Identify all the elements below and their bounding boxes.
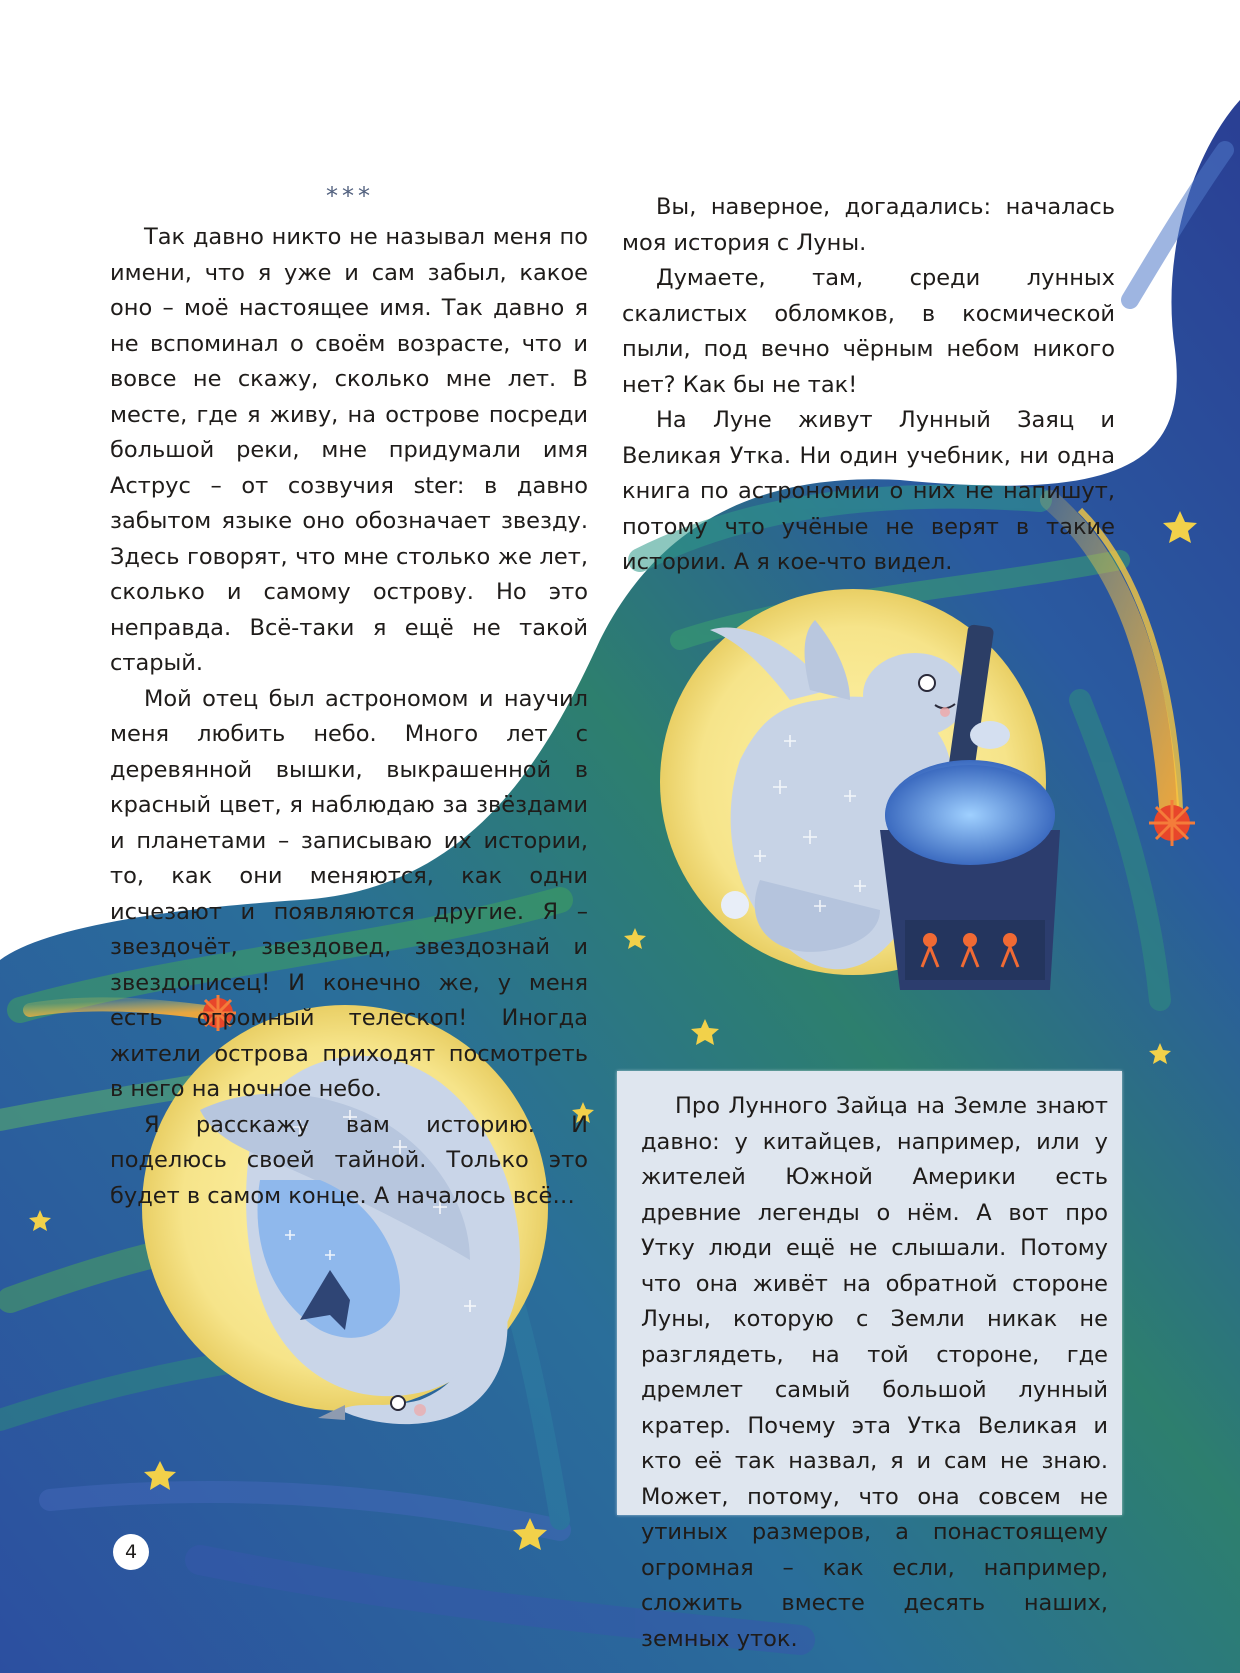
- paragraph: На Луне живут Лунный Заяц и Великая Утка. Ни один учебник, ни одна книга по астрономии о них не напишут, потому что учёные не верят в такие истории. А я кое-что видел.: [622, 407, 1115, 575]
- info-box-text: [641, 1089, 1108, 1657]
- paragraph: Так давно никто не называл меня по имени, что я уже и сам забыл, какое оно – моё настоящее имя. Так давно я не вспоминал о своём возрасте, что и вовсе не скажу, сколько мне лет. В месте, где я живу, на острове посреди большой реки, мне придумали имя Аструс – от созвучия ster: в давно забытом языке оно обозначает звезду. Здесь говорят, что мне столько же лет, сколько и самому острову. Но это неправда. Всё-таки я ещё не такой старый.: [110, 224, 588, 676]
- paragraph: Я расскажу вам историю. И поделюсь своей тайной. Только это будет в самом конце. А началось всё…: [110, 1111, 588, 1209]
- paragraph: Про Лунного Зайца на Земле знают давно: у китайцев, например, или у жителей Южной Америки есть древние легенды о нём. А вот про Утку люди ещё не слышали. Потому что она живёт на обратной стороне Луны, которую с Земли никак не разглядеть, на той стороне, где дремлет самый большой лунный кратер. Почему эта Утка Великая и кто её так назвал, я и сам не знаю. Может, потому, что она совсем не утиных размеров, а понастоящему огромная – как если, например, сложить вместе десять наших, земных уток.: [641, 1093, 1108, 1652]
- right-text-column: [622, 190, 1115, 581]
- paragraph: Мой отец был астрономом и научил меня любить небо. Много лет с деревянной вышки, выкрашенной в красный цвет, я наблюдаю за звёздами и планетами – записываю их истории, то, как они меняются, как одни исчезают и появляются другие. Я – звездочёт, звездовед, звездознай и звездописец! И конечно же, у меня есть огромный телескоп! Иногда жители острова приходят посмотреть в него на ночное небо.: [110, 685, 588, 1102]
- section-mark: ***: [326, 182, 374, 210]
- paragraph: Думаете, там, среди лунных скалистых обломков, в космической пыли, под вечно чёрным небом никого нет? Как бы не так!: [622, 265, 1115, 398]
- paragraph: Вы, наверное, догадались: началась моя история с Луны.: [622, 194, 1115, 256]
- page-number: 4: [113, 1534, 149, 1570]
- left-text-column: [110, 220, 588, 1214]
